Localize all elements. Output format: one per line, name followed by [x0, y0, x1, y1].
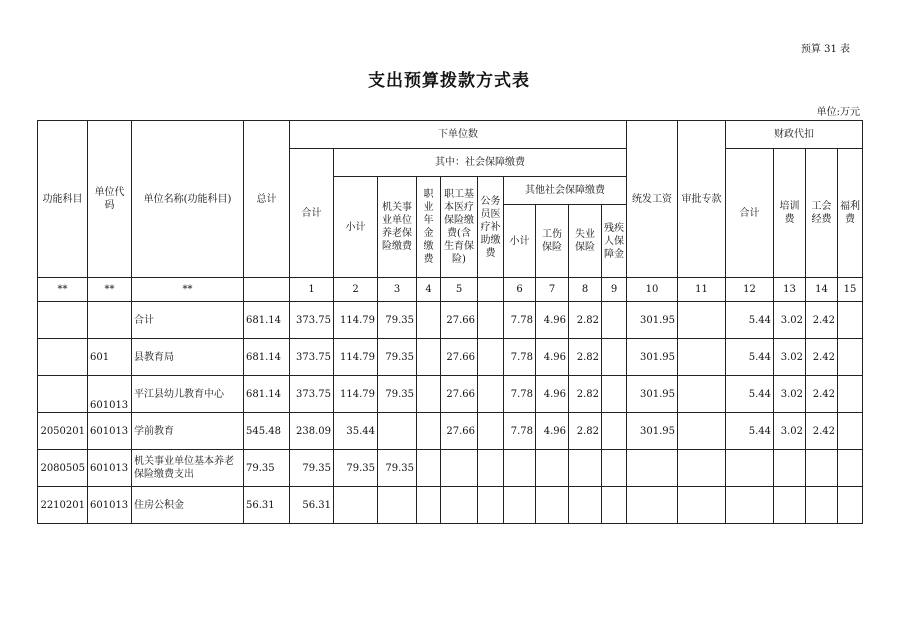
cell-name: 机关事业单位基本养老保险缴费支出 [132, 450, 244, 487]
header-unit-code: 单位代码 [88, 121, 132, 278]
cell-name: 平江县幼儿教育中心 [132, 376, 244, 413]
cell-sub: 373.75 [290, 339, 334, 376]
cell-func [38, 302, 88, 339]
cell-welfare [838, 339, 863, 376]
code-cell: 12 [726, 278, 774, 302]
cell-special [678, 450, 726, 487]
cell-union: 2.42 [806, 339, 838, 376]
cell-osub: 7.78 [504, 376, 536, 413]
cell-sub: 238.09 [290, 413, 334, 450]
code-cell: ** [38, 278, 88, 302]
header-approved-special: 审批专款 [678, 121, 726, 278]
table-row [38, 487, 863, 524]
cell-disab [602, 450, 627, 487]
cell-salary: 301.95 [627, 339, 678, 376]
cell-unemp: 2.82 [569, 302, 602, 339]
table-row [38, 413, 863, 450]
cell-medical: 27.66 [441, 339, 478, 376]
code-cell: 8 [569, 278, 602, 302]
header-unemployment: 失业保险 [569, 205, 602, 278]
header-other-social: 其他社会保障缴费 [504, 177, 627, 205]
page-tag: 预算 31 表 [800, 44, 850, 55]
cell-ftotal: 5.44 [726, 376, 774, 413]
cell-total: 545.48 [244, 413, 290, 450]
cell-total: 681.14 [244, 339, 290, 376]
cell-injury: 4.96 [536, 339, 569, 376]
cell-special [678, 339, 726, 376]
cell-osub: 7.78 [504, 302, 536, 339]
cell-total: 79.35 [244, 450, 290, 487]
cell-osub [504, 450, 536, 487]
cell-union: 2.42 [806, 376, 838, 413]
cell-disab [602, 339, 627, 376]
cell-func: 2050201 [38, 413, 88, 450]
cell-func: 2210201 [38, 487, 88, 524]
code-cell: 7 [536, 278, 569, 302]
cell-annuity [417, 302, 441, 339]
code-cell: 1 [290, 278, 334, 302]
header-fiscal-agency: 财政代扣 [726, 121, 863, 149]
cell-injury: 4.96 [536, 302, 569, 339]
cell-welfare [838, 487, 863, 524]
cell-annuity [417, 450, 441, 487]
cell-pension [378, 487, 417, 524]
cell-pension: 79.35 [378, 376, 417, 413]
code-cell: 9 [602, 278, 627, 302]
cell-train [774, 450, 806, 487]
cell-small: 79.35 [334, 450, 378, 487]
cell-osub: 7.78 [504, 339, 536, 376]
cell-unemp: 2.82 [569, 413, 602, 450]
cell-ftotal: 5.44 [726, 413, 774, 450]
cell-annuity [417, 487, 441, 524]
code-cell: ** [132, 278, 244, 302]
cell-unemp [569, 450, 602, 487]
cell-ftotal [726, 450, 774, 487]
table-row [38, 450, 863, 487]
cell-civil [478, 413, 504, 450]
cell-annuity [417, 339, 441, 376]
cell-func [38, 376, 88, 413]
cell-medical [441, 450, 478, 487]
header-disability: 残疾人保障金 [602, 205, 627, 278]
cell-salary [627, 450, 678, 487]
cell-salary: 301.95 [627, 413, 678, 450]
header-union: 工会经费 [806, 149, 838, 278]
code-cell: 6 [504, 278, 536, 302]
cell-small: 114.79 [334, 302, 378, 339]
cell-ftotal: 5.44 [726, 339, 774, 376]
code-cell [478, 278, 504, 302]
cell-special [678, 302, 726, 339]
cell-small: 114.79 [334, 339, 378, 376]
cell-sub: 56.31 [290, 487, 334, 524]
cell-civil [478, 302, 504, 339]
cell-unemp: 2.82 [569, 376, 602, 413]
cell-osub [504, 487, 536, 524]
code-row [38, 278, 863, 302]
cell-pension: 79.35 [378, 302, 417, 339]
header-unit-name: 单位名称(功能科目) [132, 121, 244, 278]
cell-injury: 4.96 [536, 413, 569, 450]
header-welfare: 福利费 [838, 149, 863, 278]
cell-medical: 27.66 [441, 413, 478, 450]
cell-disab [602, 487, 627, 524]
cell-train: 3.02 [774, 376, 806, 413]
cell-civil [478, 339, 504, 376]
cell-union: 2.42 [806, 302, 838, 339]
data-body [38, 302, 863, 524]
code-cell [244, 278, 290, 302]
cell-salary [627, 487, 678, 524]
header-fiscal-total: 合计 [726, 149, 774, 278]
cell-sub: 79.35 [290, 450, 334, 487]
cell-civil [478, 487, 504, 524]
header-org-pension: 机关事业单位养老保险缴费 [378, 177, 417, 278]
cell-total: 681.14 [244, 302, 290, 339]
cell-pension [378, 413, 417, 450]
cell-medical [441, 487, 478, 524]
cell-code: 601013 [88, 487, 132, 524]
header-lower-unit: 下单位数 [290, 121, 627, 149]
cell-name: 学前教育 [132, 413, 244, 450]
table-row [38, 376, 863, 413]
cell-union [806, 450, 838, 487]
cell-func: 2080505 [38, 450, 88, 487]
cell-code: 601 [88, 339, 132, 376]
header-medical: 职工基本医疗保险缴费(含生育保险) [441, 177, 478, 278]
cell-pension: 79.35 [378, 450, 417, 487]
cell-sub: 373.75 [290, 376, 334, 413]
cell-annuity [417, 413, 441, 450]
code-cell: 13 [774, 278, 806, 302]
code-cell: ** [88, 278, 132, 302]
cell-injury: 4.96 [536, 376, 569, 413]
cell-name: 合计 [132, 302, 244, 339]
cell-special [678, 487, 726, 524]
cell-total: 681.14 [244, 376, 290, 413]
code-cell: 11 [678, 278, 726, 302]
page-title: 支出预算拨款方式表 [368, 71, 530, 91]
header-unified-salary: 统发工资 [627, 121, 678, 278]
cell-civil [478, 376, 504, 413]
cell-welfare [838, 376, 863, 413]
cell-welfare [838, 413, 863, 450]
cell-code: 601013 [88, 376, 132, 413]
cell-train: 3.02 [774, 302, 806, 339]
code-cell: 3 [378, 278, 417, 302]
cell-union [806, 487, 838, 524]
header-social-security: 其中：社会保障缴费 [334, 149, 627, 177]
header-small-total: 小计 [334, 177, 378, 278]
header-func-subject: 功能科目 [38, 121, 88, 278]
cell-small: 114.79 [334, 376, 378, 413]
cell-injury [536, 487, 569, 524]
cell-salary: 301.95 [627, 376, 678, 413]
cell-unemp [569, 487, 602, 524]
cell-sub: 373.75 [290, 302, 334, 339]
header-total: 总计 [244, 121, 290, 278]
cell-pension: 79.35 [378, 339, 417, 376]
cell-ftotal: 5.44 [726, 302, 774, 339]
cell-welfare [838, 450, 863, 487]
cell-total: 56.31 [244, 487, 290, 524]
cell-disab [602, 302, 627, 339]
cell-medical: 27.66 [441, 376, 478, 413]
cell-train: 3.02 [774, 413, 806, 450]
cell-disab [602, 376, 627, 413]
code-cell: 4 [417, 278, 441, 302]
table-row [38, 339, 863, 376]
budget-table [37, 120, 863, 524]
header-subtotal: 合计 [290, 149, 334, 278]
cell-code: 601013 [88, 450, 132, 487]
unit-label: 单位:万元 [816, 107, 860, 118]
cell-name: 住房公积金 [132, 487, 244, 524]
code-cell: 15 [838, 278, 863, 302]
header-injury: 工伤保险 [536, 205, 569, 278]
cell-osub: 7.78 [504, 413, 536, 450]
cell-welfare [838, 302, 863, 339]
cell-small: 35.44 [334, 413, 378, 450]
cell-func [38, 339, 88, 376]
cell-small [334, 487, 378, 524]
cell-train [774, 487, 806, 524]
table-row [38, 302, 863, 339]
cell-injury [536, 450, 569, 487]
cell-salary: 301.95 [627, 302, 678, 339]
cell-unemp: 2.82 [569, 339, 602, 376]
cell-special [678, 376, 726, 413]
header-other-subtotal: 小计 [504, 205, 536, 278]
cell-union: 2.42 [806, 413, 838, 450]
code-cell: 14 [806, 278, 838, 302]
code-cell: 10 [627, 278, 678, 302]
cell-code [88, 302, 132, 339]
code-cell: 2 [334, 278, 378, 302]
cell-name: 县教育局 [132, 339, 244, 376]
header-civil-servant-medical: 公务员医疗补助缴费 [478, 177, 504, 278]
code-cell: 5 [441, 278, 478, 302]
cell-ftotal [726, 487, 774, 524]
header-training: 培训费 [774, 149, 806, 278]
cell-code: 601013 [88, 413, 132, 450]
cell-civil [478, 450, 504, 487]
cell-medical: 27.66 [441, 302, 478, 339]
cell-train: 3.02 [774, 339, 806, 376]
cell-special [678, 413, 726, 450]
cell-annuity [417, 376, 441, 413]
header-occupational-annuity: 职业年金缴费 [417, 177, 441, 278]
cell-disab [602, 413, 627, 450]
